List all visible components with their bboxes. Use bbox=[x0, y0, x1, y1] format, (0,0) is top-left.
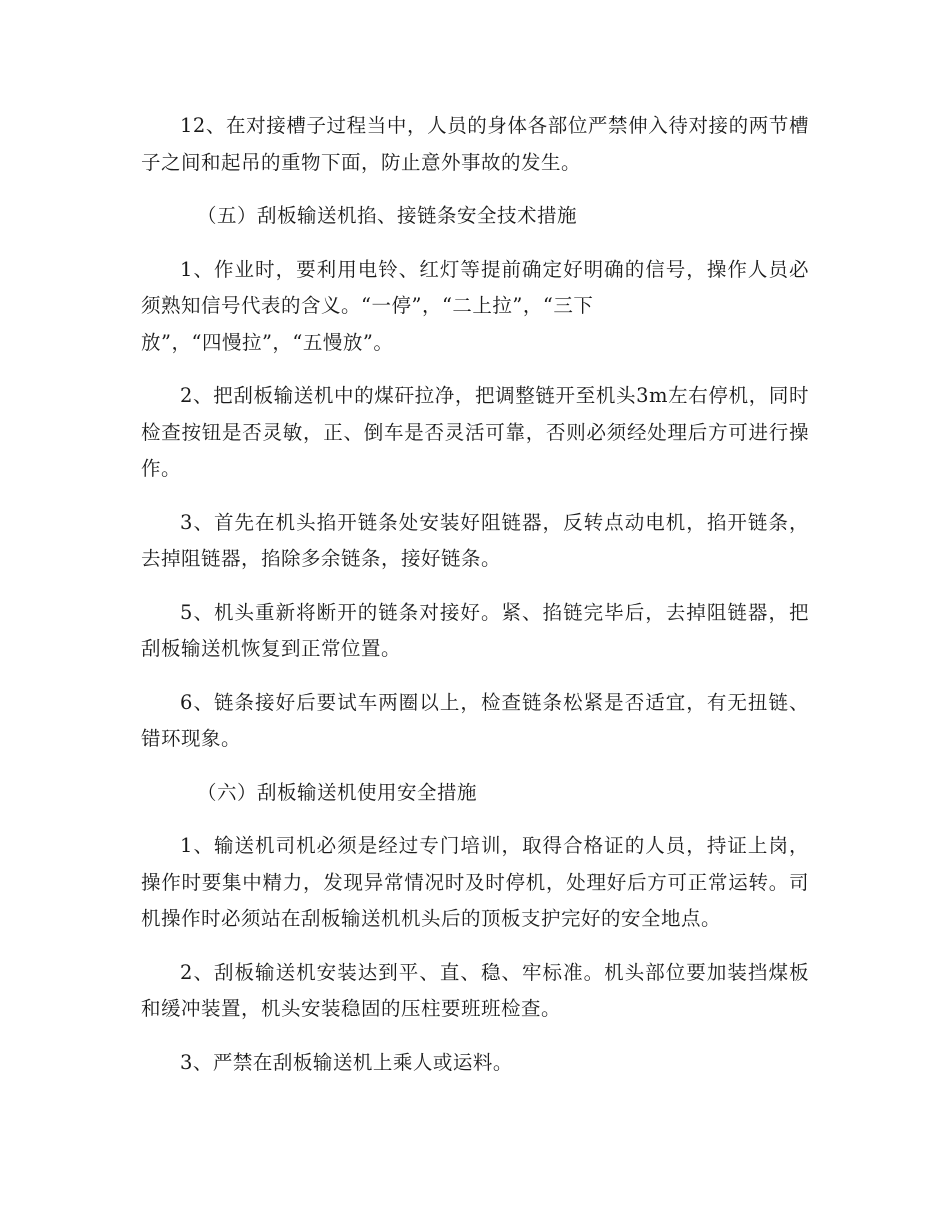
paragraph-5-1: 1、作业时，要利用电铃、红灯等提前确定好明确的信号，操作人员必须熟知信号代表的含义。“一停”，“二上拉”，“三下 bbox=[141, 257, 809, 317]
section-heading-5: （五）刮板输送机掐、接链条安全技术措施 bbox=[197, 204, 578, 227]
document-page bbox=[141, 108, 809, 1081]
section-heading-6: （六）刮板输送机使用安全措施 bbox=[197, 780, 478, 804]
paragraph-item-12: 12、在对接槽子过程当中，人员的身体各部位严禁伸入待对接的两节槽子之间和起吊的重物下面，防止意外事故的发生。 bbox=[141, 114, 809, 174]
paragraph-5-6: 6、链条接好后要试车两圈以上，检查链条松紧是否适宜，有无扭链、错环现象。 bbox=[141, 690, 809, 750]
paragraph-5-1-continued: 放”，“四慢拉”，“五慢放”。 bbox=[141, 330, 394, 354]
paragraph-5-3: 3、首先在机头掐开链条处安装好阻链器，反转点动电机，掐开链条，去掉阻链器，掐除多余链条，接好链条。 bbox=[141, 510, 809, 570]
paragraph-6-2: 2、刮板输送机安装达到平、直、稳、牢标准。机头部位要加装挡煤板和缓冲装置，机头安装稳固的压柱要班班检查。 bbox=[141, 960, 809, 1020]
paragraph-6-3: 3、严禁在刮板输送机上乘人或运料。 bbox=[180, 1050, 513, 1074]
paragraph-6-1: 1、输送机司机必须是经过专门培训，取得合格证的人员，持证上岗，操作时要集中精力，发现异常情况时及时停机，处理好后方可正常运转。司机操作时必须站在刮板输送机机头后的顶板支护完好的安全地点。 bbox=[141, 834, 809, 930]
paragraph-5-2: 2、把刮板输送机中的煤矸拉净，把调整链开至机头3m左右停机，同时检查按钮是否灵敏，正、倒车是否灵活可靠，否则必须经处理后方可进行操作。 bbox=[141, 384, 809, 480]
paragraph-5-5: 5、机头重新将断开的链条对接好。紧、掐链完毕后，去掉阻链器，把刮板输送机恢复到正常位置。 bbox=[141, 600, 809, 660]
